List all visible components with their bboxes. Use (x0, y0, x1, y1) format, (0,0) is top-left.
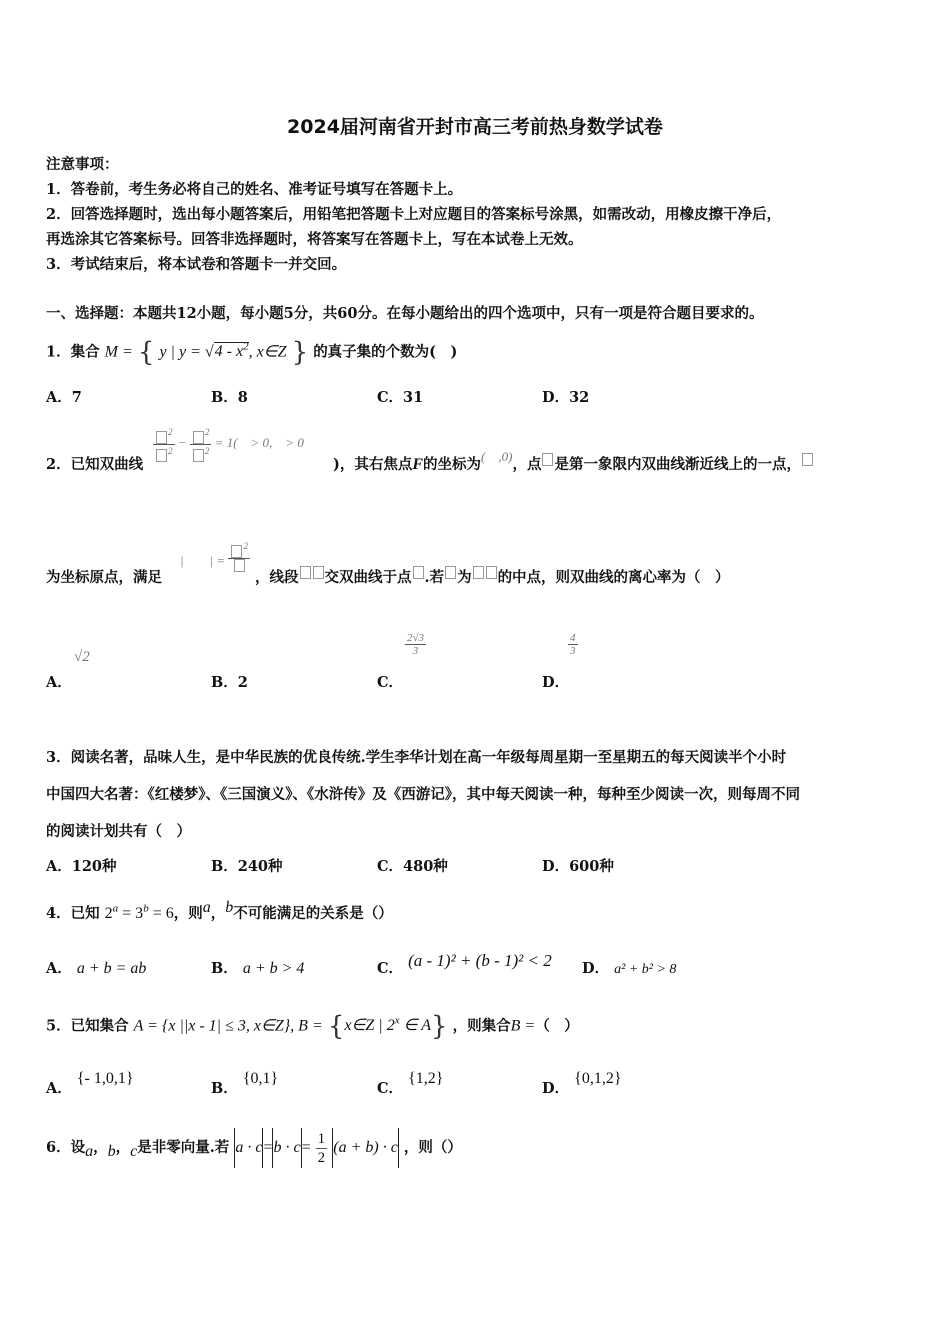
q5-option-b: B． {0,1} (211, 1070, 279, 1097)
q2-option-c-label: C． (377, 674, 404, 691)
q6-half: $\frac{1}{2}$ (317, 1130, 326, 1166)
notice-item-2a: 2．回答选择题时，选出每小题答案后，用铅笔把答题卡上对应题目的答案标号涂黑，如需改动，用橡皮擦干净后， (46, 206, 782, 223)
q4-option-d: D． a² + b² > 8 (582, 960, 677, 977)
q4-option-b: B． a + b > 4 (211, 960, 305, 977)
q2-focus: ( ,0) (481, 449, 513, 464)
q2-option-a-value: √2 (74, 649, 90, 665)
q2-line-2-rest: ，线段 交双曲线于点 .若 为 的中点，则双曲线的离心率为（ ） (255, 566, 730, 587)
q3-option-a: A．120种 (46, 858, 117, 875)
q3-line-2: 中国四大名著：《红楼梦》、《三国演义》、《水浒传》及《西游记》，其中每天阅读一种，每种至少阅读一次，则每周不同 (46, 786, 800, 803)
question-4: 4．已知 $2^a = 3^b = 6$，则$^a$，$^b$不可能满足的关系是（） (46, 899, 393, 922)
q2-option-a-label: A． (46, 674, 72, 691)
notice-item-3: 3．考试结束后，将本试卷和答题卡一并交回。 (46, 256, 347, 273)
notice-heading: 注意事项： (46, 156, 119, 173)
q2-option-c-value: $\frac{2√3}{3}$ (407, 632, 425, 657)
q1-left-brace: { (137, 337, 155, 368)
notice-item-2b: 再选涂其它答案标号。回答非选择题时，将答案写在答题卡上，写在本试卷上无效。 (46, 231, 583, 248)
q5-option-d: D． {0,1,2} (542, 1070, 622, 1097)
q2-hyperbola-equation: $\frac{^2}{^2}$ − $\frac{^2}{^2}$ = 1( > 0, > 0 (153, 426, 304, 462)
q5-set-a: A = {x ||x - 1| ≤ 3, x∈Z}, B = (133, 1017, 323, 1035)
q6-expr-1: a · c (235, 1139, 263, 1156)
q3-option-b: B．240种 (211, 858, 283, 875)
q2-prefix: 2．已知双曲线 (46, 456, 144, 473)
question-1 (46, 331, 457, 368)
q5-option-a: A． {- 1,0,1} (46, 1070, 134, 1097)
q4-option-a: A． a + b = ab (46, 960, 147, 977)
q1-suffix: 的真子集的个数为( ) (313, 343, 458, 361)
q5-set-b: x∈Z | 2$^x$ ∈ A (344, 1015, 432, 1035)
q5-option-c: C． {1,2} (377, 1070, 444, 1097)
q2-line-2a: 为坐标原点，满足 (46, 569, 162, 586)
q1-prefix: 1．集合 (46, 343, 100, 361)
q1-option-b: B．8 (211, 389, 248, 406)
q1-sqrt-sign: √ (204, 343, 214, 361)
q3-line-1: 3．阅读名著，品味人生，是中华民族的优良传统.学生李华计划在高一年级每周星期一至星期五的每天阅读半个小时 (46, 749, 787, 766)
q1-set-tail: , x∈Z (248, 343, 287, 361)
q2-condition: | | = $^2$ (180, 540, 250, 572)
q4-option-c: C． (a - 1)² + (b - 1)² < 2 (377, 951, 552, 977)
q1-right-brace: } (291, 337, 309, 368)
q2-option-b: B．2 (211, 674, 248, 691)
q2-option-d-value: $\frac{4}{3}$ (570, 632, 576, 657)
q1-set-body: y | y = (159, 343, 205, 361)
q2-option-d-label: D． (542, 674, 570, 691)
q1-option-c: C．31 (377, 389, 424, 406)
q2-line-1: )，其右焦点F的坐标为( ,0)，点 是第一象限内双曲线渐近线上的一点， (333, 453, 814, 474)
section-heading: 一、选择题：本题共12小题，每小题5分，共60分。在每小题给出的四个选项中，只有一项是符合题目要求的。 (46, 305, 764, 322)
q3-line-3: 的阅读计划共有（ ） (46, 823, 191, 840)
q4-equation: $2^a = 3^b = 6$ (104, 902, 174, 922)
q1-option-a: A．7 (46, 389, 82, 406)
q1-set-lhs: M = (104, 343, 133, 361)
q6-expr-2: b · c (273, 1139, 301, 1156)
page-title: 2024届河南省开封市高三考前热身数学试卷 (287, 116, 663, 138)
q2-eq-tail: = 1( > 0, > 0 (214, 435, 304, 451)
q1-option-d: D．32 (542, 389, 590, 406)
q3-option-c: C．480种 (377, 858, 448, 875)
q3-option-d: D．600种 (542, 858, 614, 875)
q1-radicand: $4 - x^2$ (214, 341, 249, 361)
q6-expr-3: (a + b) · c (333, 1139, 398, 1156)
question-6: 6．设$_a$，$_b$，$_c$是非零向量.若 a · c=b · c= $\frac{1}{2}$ (a + b) · c ，则（） (46, 1126, 462, 1174)
question-5: 5．已知集合 A = {x ||x - 1| ≤ 3, x∈Z}, B = {x∈Z | 2$^x$ ∈ A} ，则集合B =（ ） (46, 1011, 579, 1042)
notice-item-1: 1．答卷前，考生务必将自己的姓名、准考证号填写在答题卡上。 (46, 181, 463, 198)
